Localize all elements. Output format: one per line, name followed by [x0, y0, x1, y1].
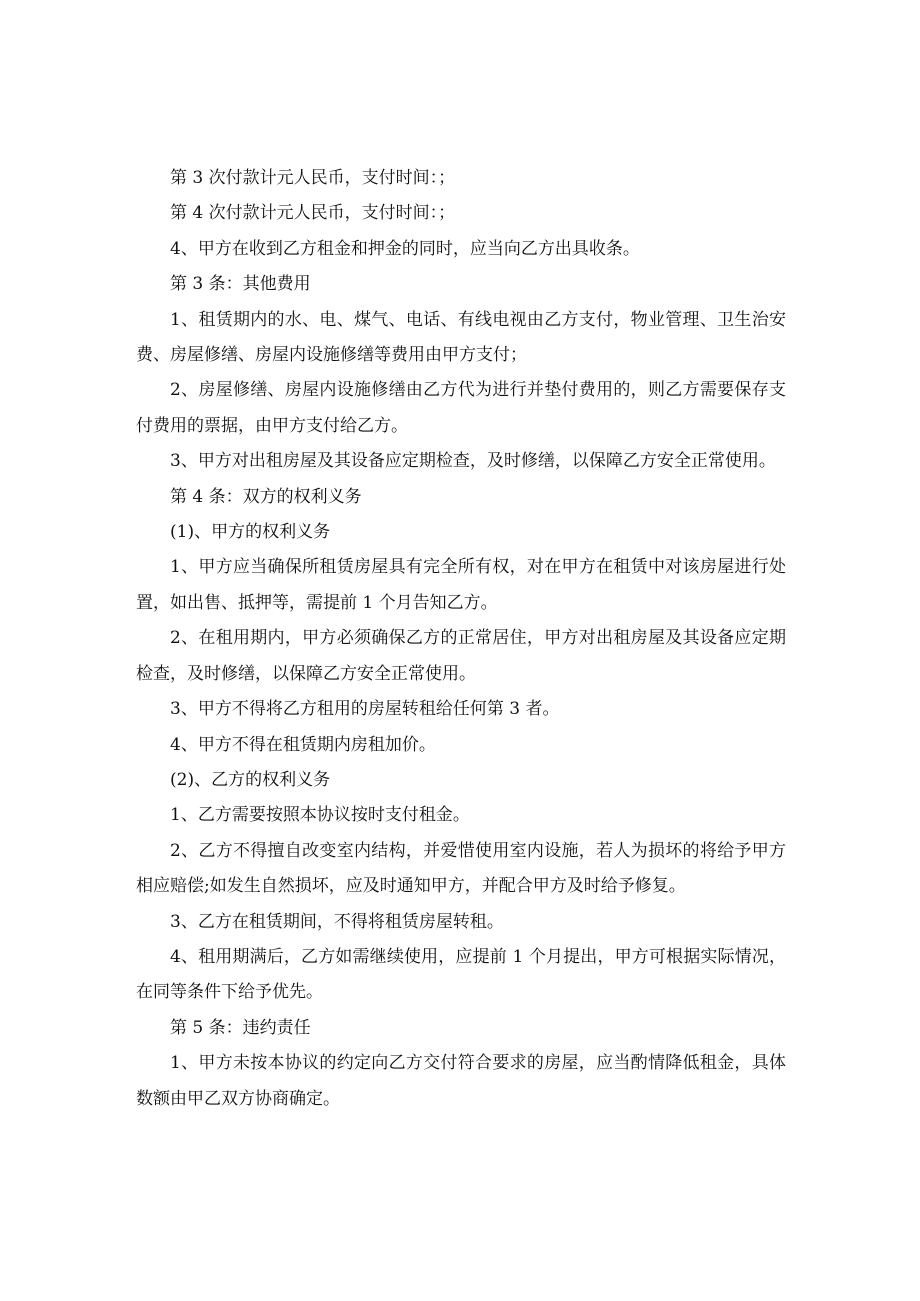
article-3-item-3: 3、甲方对出租房屋及其设备应定期检查，及时修缮，以保障乙方安全正常使用。 [170, 451, 776, 472]
party-b-subheading: (2)、乙方的权利义务 [170, 769, 331, 790]
party-b-item-3: 3、乙方在租赁期间，不得将租赁房屋转租。 [170, 911, 504, 932]
article-3-item-1: 1、租赁期内的水、电、煤气、电话、有线电视由乙方支付，物业管理、卫生治安费、房屋修缮、房屋内设施修缮等费用由甲方支付； [136, 309, 786, 366]
receipt-clause: 4、甲方在收到乙方租金和押金的同时，应当向乙方出具收条。 [170, 238, 640, 259]
party-a-item-3: 3、甲方不得将乙方租用的房屋转租给任何第 3 者。 [170, 699, 560, 720]
party-a-subheading: (1)、甲方的权利义务 [170, 522, 331, 543]
document-body [136, 161, 786, 1117]
party-b-item-4: 4、租用期满后，乙方如需继续使用，应提前 1 个月提出，甲方可根据实际情况，在同等条件下给予优先。 [136, 946, 786, 1003]
article-5-item-1: 1、甲方未按本协议的约定向乙方交付符合要求的房屋，应当酌情降低租金，具体数额由甲乙双方协商确定。 [136, 1053, 786, 1109]
payment-4-line: 第 4 次付款计元人民币，支付时间：； [170, 203, 456, 224]
payment-3-line: 第 3 次付款计元人民币，支付时间：； [170, 168, 456, 188]
party-b-item-1: 1、乙方需要按照本协议按时支付租金。 [170, 805, 470, 826]
article-4-heading: 第 4 条：双方的权利义务 [170, 486, 362, 507]
party-a-item-1: 1、甲方应当确保所租赁房屋具有完全所有权，对在甲方在租赁中对该房屋进行处置，如出售、抵押等，需提前 1 个月告知乙方。 [136, 557, 786, 613]
party-b-item-2: 2、乙方不得擅自改变室内结构，并爱惜使用室内设施，若人为损坏的将给予甲方相应赔偿;如发生自然损坏，应及时通知甲方，并配合甲方及时给予修复。 [136, 840, 786, 897]
party-a-item-2: 2、在租用期内，甲方必须确保乙方的正常居住，甲方对出租房屋及其设备应定期检查，及时修缮，以保障乙方安全正常使用。 [136, 628, 786, 684]
article-5-heading: 第 5 条：违约责任 [170, 1017, 311, 1038]
article-3-heading: 第 3 条：其他费用 [170, 274, 311, 295]
party-a-item-4: 4、甲方不得在租赁期内房租加价。 [170, 734, 436, 755]
article-3-item-2: 2、房屋修缮、房屋内设施修缮由乙方代为进行并垫付费用的，则乙方需要保存支付费用的票据，由甲方支付给乙方。 [136, 380, 786, 436]
